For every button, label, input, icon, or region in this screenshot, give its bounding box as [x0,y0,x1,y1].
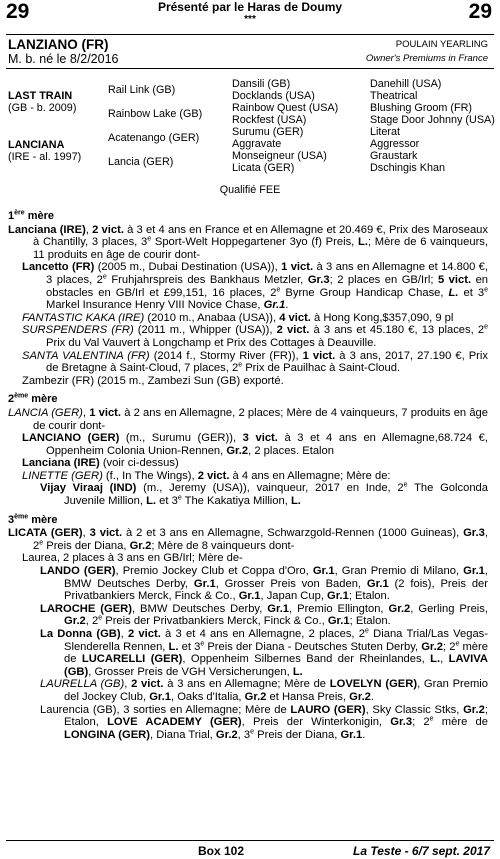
pedigree-gen3: Surumu (GER) [232,126,304,138]
produce-entry: Laurea, 2 places à 3 ans en GB/Irl; Mère de- [22,552,243,565]
dam-paragraph: LANCIA (GER), 1 vict. à 2 ans en Allemagne, 2 places; Mère de 4 vainqueurs, 7 produits en âge de courir dont- [8,406,489,432]
pedigree-gen4: Blushing Groom (FR) [370,102,472,114]
stars: *** [244,14,256,25]
pedigree-gen3: Aggravate [232,138,282,150]
divider-footer [6,840,494,841]
dam-paragraph: Lanciana (IRE), 2 vict. à 3 et 4 ans en France et en Allemagne et 20.469 €, Prix des Maroseaux à Chantilly, 3 places, 3e Sport-Welt Hoppegartener 3yo (f) Preis, L.; Mère de 6 vainqueurs, 11 produits en âge de courir dont- [8,223,488,261]
divider-header [6,68,494,69]
produce-entry: LANDO (GER), Premio Jockey Club et Coppa d'Oro, Gr.1, Gran Premio di Milano, Gr.1, BMW Deutsches Derby, Gr.1, Grosser Preis von Baden, Gr.1 (2 fois), Preis der Privatbankiers Merck, Finck & Co., Gr.1, Japan Cup, Gr.1; Etalon. [40,565,489,603]
produce-entry: LAURELLA (GB), 2 vict. à 3 ans en Allemagne; Mère de LOVELYN (GER), Gran Premio del Jockey Club, Gr.1, Oaks d'Italia, Gr.2 et Hansa Preis, Gr.2. [40,678,489,703]
lot-number-left: 29 [6,0,30,23]
pedigree-sire: LAST TRAIN [8,90,73,102]
pedigree-dam: LANCIANA [8,139,65,151]
pedigree-gen2: Rainbow Lake (GB) [108,108,203,120]
section-heading-second-dam: 2ème mère [8,392,58,406]
section-heading-third-dam: 3ème mère [8,513,58,526]
dam-line [8,210,488,741]
pedigree-gen4: Theatrical [370,90,418,102]
pedigree-sire-info: (GB - b. 2009) [8,102,77,114]
produce-entry: LINETTE (GER) (f., In The Wings), 2 vict. à 4 ans en Allemagne; Mère de: [22,469,391,482]
dam-paragraph: LICATA (GER), 3 vict. à 2 et 3 ans en Allemagne, Schwarzgold-Rennen (1000 Guineas), Gr.3, 2e Preis der Diana, Gr.2; Mère de 8 vainqueurs dont- [8,527,488,552]
divider-top [6,34,494,35]
pedigree-gen4: Stage Door Johnny (USA) [370,114,495,126]
pedigree-gen4: Dschingis Khan [370,162,446,174]
pedigree-gen3: Rainbow Quest (USA) [232,102,339,114]
produce-entry: SURSPENDERS (FR) (2011 m., Whipper (USA)), 2 vict. à 3 ans et 45.180 €, 13 places, 2e Prix du Val Vauvert à Longchamp et Prix des Cottages à Deauville. [22,323,488,349]
pedigree-gen2: Acatenango (GER) [108,132,200,144]
pedigree-dam-info: (IRE - al. 1997) [8,151,82,163]
produce-entry: LAROCHE (GER), BMW Deutsches Derby, Gr.1, Premio Ellington, Gr.2, Gerling Preis, Gr.2, 2e Preis der Privatbankiers Merck, Finck & Co., Gr.1; Etalon. [40,602,488,628]
produce-entry: FANTASTIC KAKA (IRE) (2010 m., Anabaa (USA)), 4 vict. à Hong Kong,$357,090, 9 pl [22,311,454,324]
pedigree-gen2: Lancia (GER) [108,156,174,168]
produce-entry: SANTA VALENTINA (FR) (2014 f., Stormy River (FR)), 1 vict. à 3 ans, 2017, 27.190 €, Prix de Bretagne à Saint-Cloud, 7 places, 2e Prix de Pauilhac à Saint-Cloud. [22,349,488,375]
horse-name: LANZIANO (FR) [8,37,109,52]
section-heading-first-dam: 1ère mère [8,209,54,222]
pedigree-gen3: Docklands (USA) [232,90,315,102]
pedigree-gen4: Literat [370,126,401,138]
produce-entry: La Donna (GB), 2 vict. à 3 et 4 ans en Allemagne, 2 places, 2e Diana Trial/Las Vegas-Slenderella Rennen, L. et 3e Preis der Diana - Deutsches Stuten Derby, Gr.2; 2e mère de LUCARELLI (GER), Oppenheim Silbernes Band der Rheinlandes, L., LAVIVA (GB), Grosser Preis de VGH Versicherungen, L. [40,627,489,678]
qualification: Qualifié FEE [219,184,281,196]
produce-entry: Vijay Viraaj (IND) (m., Jeremy (USA)), vainqueur, 2017 en Inde, 2e The Golconda Juvenile Million, L. et 3e The Kakatiya Million, L. [40,481,488,508]
lot-number-right: 29 [468,0,492,23]
box-number: Box 102 [198,844,245,858]
pedigree-gen3: Rockfest (USA) [232,114,307,126]
produce-entry: LANCIANO (GER) (m., Surumu (GER)), 3 vict. à 3 et 4 ans en Allemagne,68.724 €, Oppenheim Colonia Union-Rennen, Gr.2, 2 places. Etalon [22,432,488,457]
pedigree-gen3: Dansili (GB) [232,78,291,90]
produce-entry: Zambezir (FR) (2015 m., Zambezi Sun (GB) exporté. [22,374,284,387]
produce-entry: Laurencia (GB), 3 sorties en Allemagne; Mère de LAURO (GER), Sky Classic Stks, Gr.2; Etalon, LOVE ACADEMY (GER), Preis der Winterkonigin, Gr.3; 2e mère de LONGINA (GER), Diana Trial, Gr.2, 3e Preis der Diana, Gr.1. [40,703,488,741]
horse-category: POULAIN YEARLING [395,39,488,50]
produce-entry: Lancetto (FR) (2005 m., Dubai Destination (USA)), 1 vict. à 3 ans en Allemagne et 14.800 €, 3 places, 2e Fruhjahrspreis des Bankhaus Metzler, Gr.3; 2 places en GB/Irl; 5 vict. en obstacles en GB/Irl et £99,151, 16 places, 2e Byrne Group Handicap Chase, L. et 3e Markel Insurance Henry VIII Novice Chase, Gr.1. [22,261,489,312]
pedigree-gen2: Rail Link (GB) [108,84,176,96]
owners-premium: Owner's Premiums in France [365,53,488,64]
pedigree-gen4: Aggressor [370,138,420,150]
pedigree-gen4: Danehill (USA) [370,78,442,90]
produce-entry: Lanciana (IRE) (voir ci-dessus) [22,457,179,470]
presenter: Présenté par le Haras de Doumy [157,0,343,14]
sale-location-date: La Teste - 6/7 sept. 2017 [353,844,490,858]
horse-description: M. b. né le 8/2/2016 [8,52,119,66]
pedigree-gen4: Graustark [370,150,418,162]
pedigree-gen3: Monseigneur (USA) [232,150,327,162]
pedigree-gen3: Licata (GER) [232,162,295,174]
